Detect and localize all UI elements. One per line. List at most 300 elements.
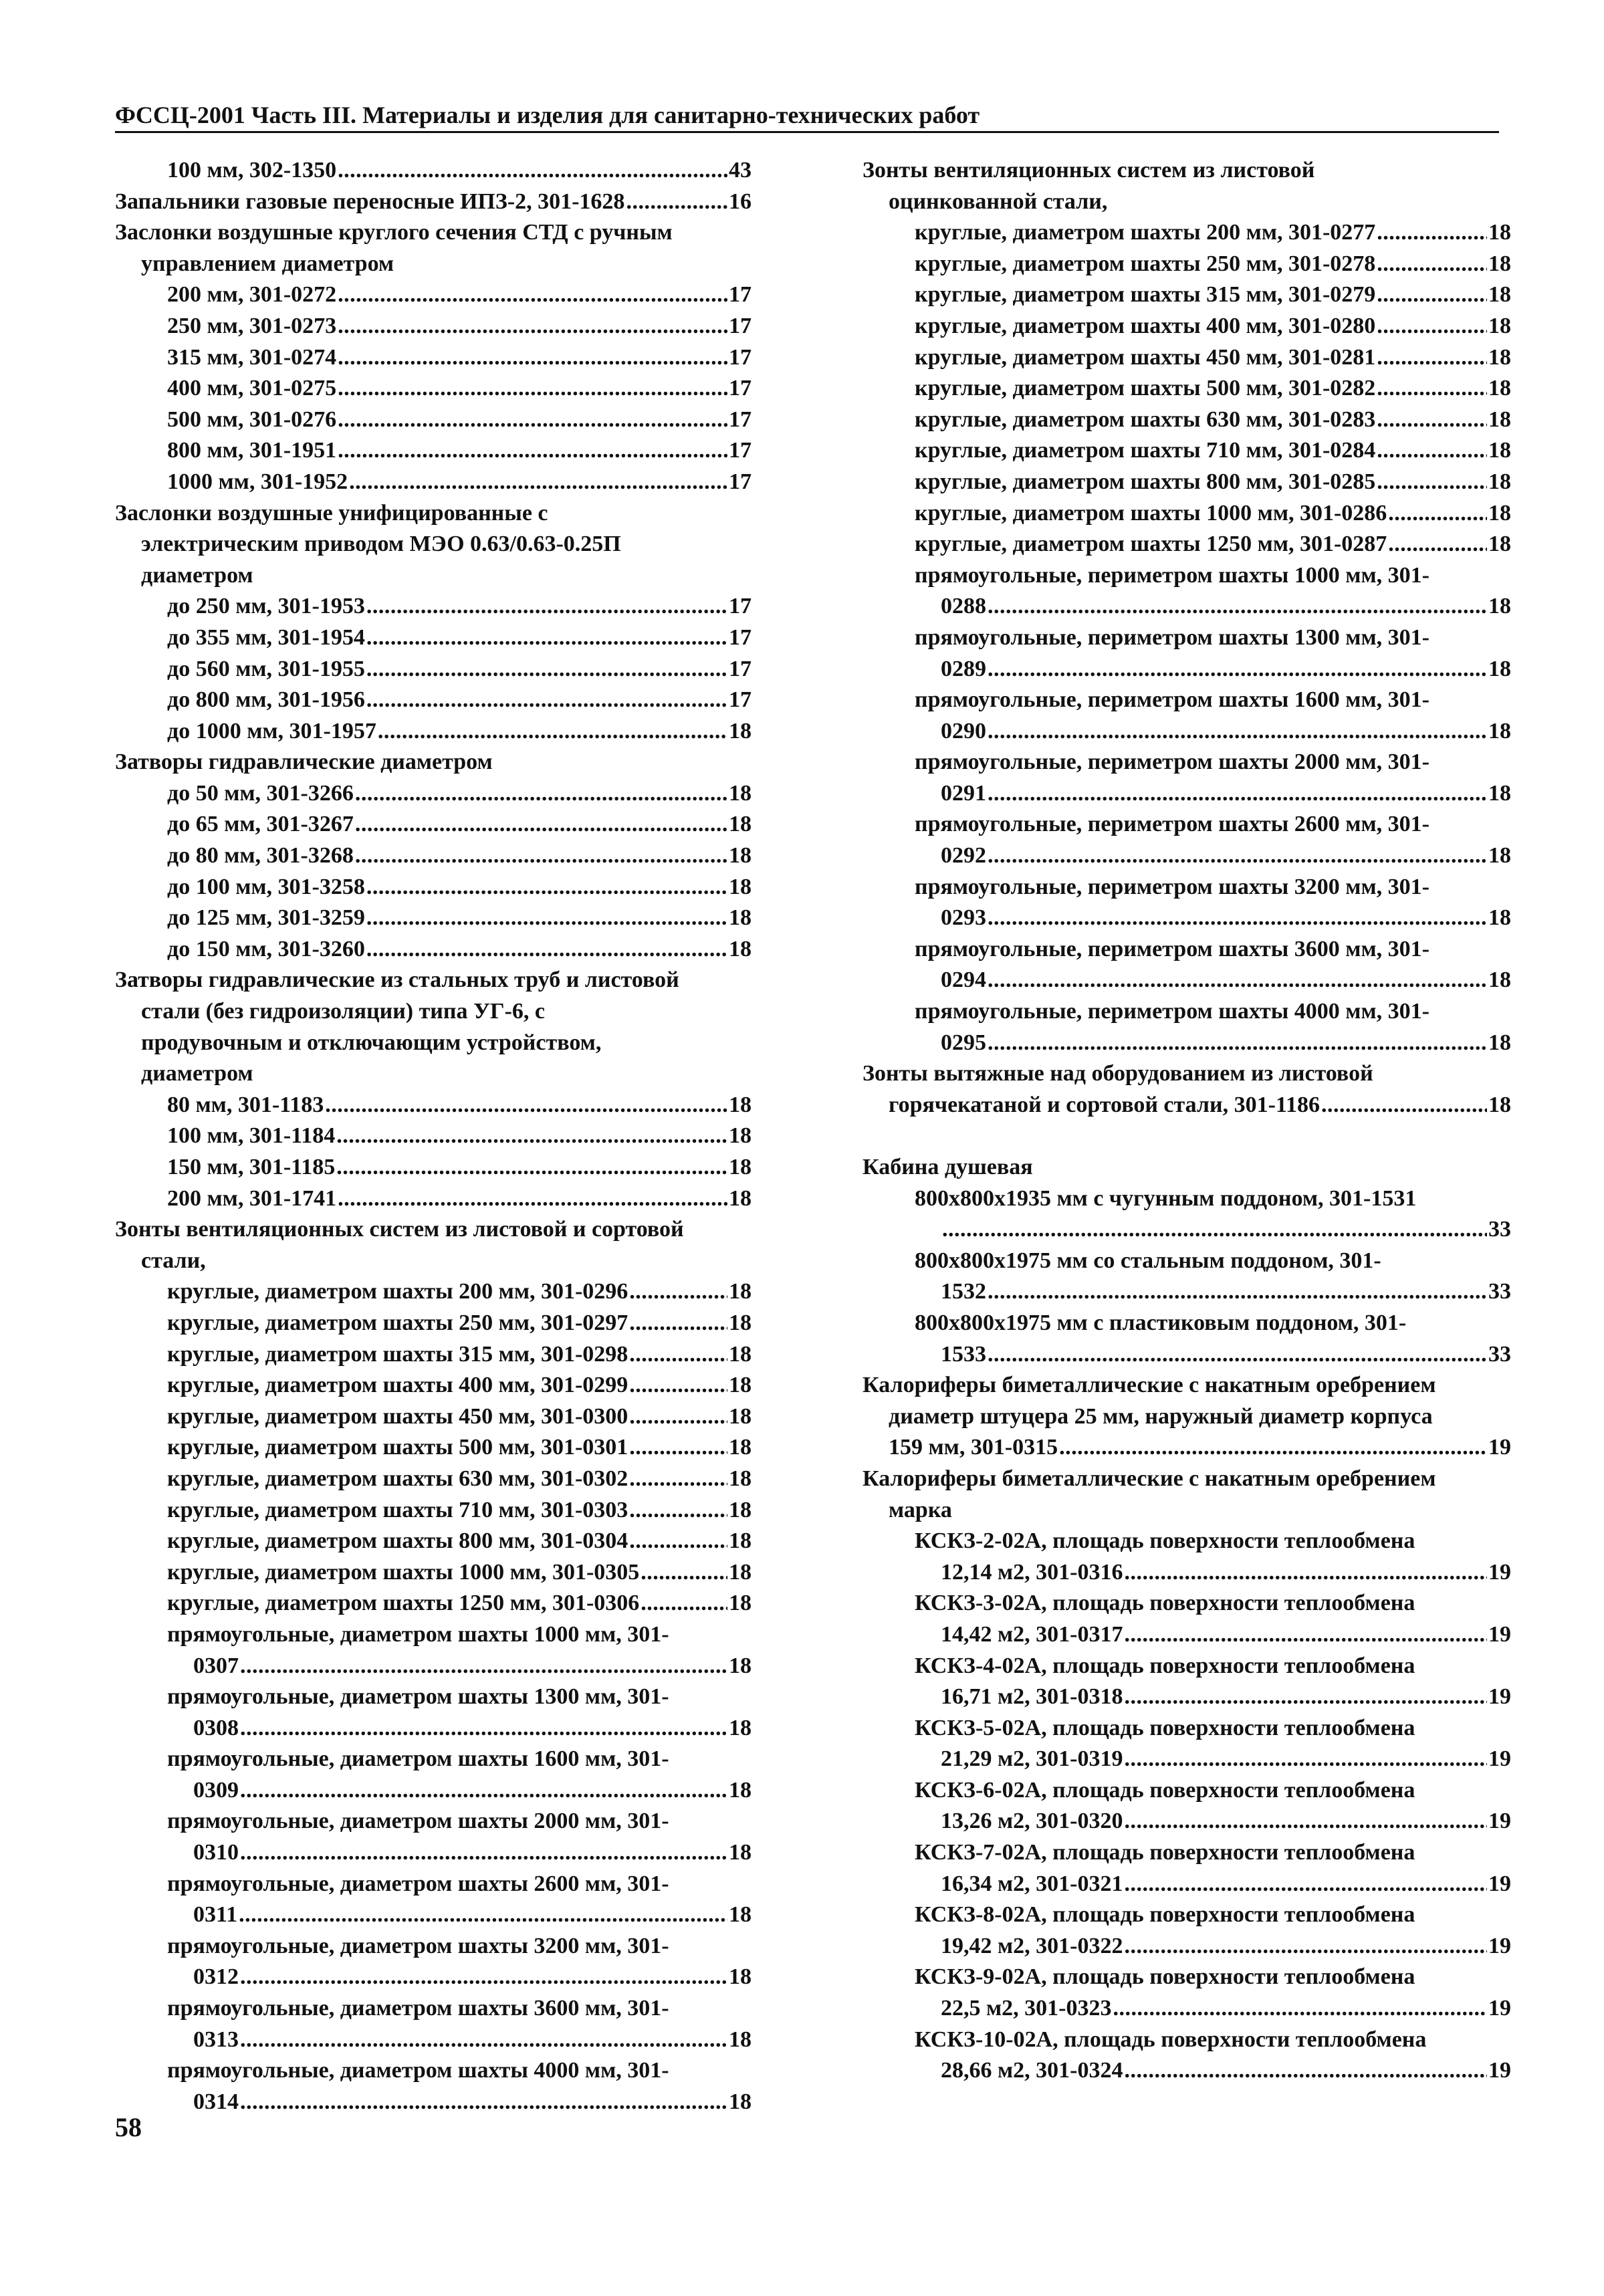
entry-page-number: 17: [729, 656, 752, 681]
index-entry: [863, 1339, 1511, 1371]
index-entry: [863, 1744, 1511, 1775]
index-heading-line: [863, 1308, 1511, 1339]
dot-leader: [378, 716, 727, 748]
entry-text: 0293: [941, 905, 986, 931]
entry-text: 0314: [193, 2089, 239, 2114]
index-heading-line: [863, 560, 1511, 592]
entry-page-number: 18: [729, 1403, 752, 1429]
index-heading-line: [863, 1246, 1511, 1277]
entry-text: КСКЗ-8-02А, площадь поверхности теплообмена: [915, 1902, 1415, 1928]
dot-leader: [1059, 1432, 1487, 1464]
section-spacer: [863, 1121, 1511, 1152]
entry-text: прямоугольные, диаметром шахты 1600 мм, 301-: [167, 1746, 669, 1772]
entry-page-number: 17: [729, 282, 752, 308]
dot-leader: [988, 965, 1487, 996]
entry-text: КСКЗ-6-02А, площадь поверхности теплообмена: [915, 1777, 1415, 1803]
entry-page-number: 17: [729, 594, 752, 619]
entry-page-number: 18: [1488, 282, 1511, 308]
index-entry: [863, 1557, 1511, 1589]
entry-text: 800x800x1935 мм с чугунным поддоном, 301-1531: [915, 1185, 1417, 1211]
dot-leader: [1388, 498, 1487, 530]
index-entry: [115, 405, 752, 436]
entry-page-number: 43: [729, 158, 752, 183]
dot-leader: [349, 467, 727, 498]
index-entry: [863, 498, 1511, 530]
index-heading-line: [115, 1028, 752, 1059]
dot-leader: [325, 1090, 727, 1121]
entry-page-number: 18: [729, 1310, 752, 1335]
dot-leader: [988, 778, 1487, 810]
entry-text: 80 мм, 301-1183: [167, 1092, 324, 1117]
entry-text: до 250 мм, 301-1953: [167, 594, 365, 619]
entry-text: до 800 мм, 301-1956: [167, 687, 365, 713]
entry-text: прямоугольные, периметром шахты 3200 мм, 301-: [915, 874, 1429, 899]
dot-leader: [942, 1214, 1487, 1246]
entry-page-number: 18: [1488, 438, 1511, 463]
entry-page-number: 19: [1488, 2058, 1511, 2083]
index-heading-line: [115, 1214, 752, 1246]
index-entry: [115, 1370, 752, 1401]
dot-leader: [1113, 1993, 1487, 2025]
index-heading-line: [863, 1401, 1511, 1433]
index-heading-line: [115, 1058, 752, 1090]
entry-text: круглые, диаметром шахты 315 мм, 301-0298: [167, 1341, 628, 1367]
index-entry: [863, 591, 1511, 622]
entry-page-number: 18: [1488, 967, 1511, 993]
dot-leader: [366, 591, 727, 622]
entry-text: электрическим приводом МЭО 0.63/0.63-0.25П: [141, 532, 621, 557]
entry-text: 0295: [941, 1030, 986, 1055]
entry-page-number: 18: [729, 1123, 752, 1149]
dot-leader: [1124, 1682, 1487, 1713]
index-entry: [863, 279, 1511, 311]
dot-leader: [366, 903, 727, 934]
index-entry: [115, 2087, 752, 2118]
entry-text: круглые, диаметром шахты 200 мм, 301-0277: [915, 220, 1376, 245]
entry-text: 0294: [941, 967, 986, 993]
entry-page-number: 17: [729, 376, 752, 401]
index-heading-line: [863, 872, 1511, 903]
entry-text: круглые, диаметром шахты 250 мм, 301-0297: [167, 1310, 628, 1335]
index-entry: [115, 591, 752, 622]
dot-leader: [1377, 467, 1487, 498]
entry-text: круглые, диаметром шахты 400 мм, 301-0280: [915, 313, 1376, 338]
dot-leader: [338, 311, 727, 342]
dot-leader: [240, 2087, 727, 2118]
entry-text: круглые, диаметром шахты 1250 мм, 301-0287: [915, 532, 1387, 557]
entry-text: Заслонки воздушные круглого сечения СТД с ручным: [115, 220, 673, 245]
dot-leader: [629, 1432, 727, 1464]
entry-page-number: 18: [729, 718, 752, 743]
index-entry: [863, 217, 1511, 249]
dot-leader: [338, 279, 727, 311]
index-entry: [863, 903, 1511, 934]
entry-page-number: 18: [1488, 407, 1511, 432]
entry-page-number: 18: [1488, 251, 1511, 276]
index-entry: [115, 155, 752, 187]
dot-leader: [629, 1370, 727, 1401]
entry-page-number: 18: [1488, 344, 1511, 370]
index-entry: [863, 1214, 1511, 1246]
index-entry: [115, 872, 752, 903]
entry-text: круглые, диаметром шахты 630 мм, 301-0283: [915, 407, 1376, 432]
index-heading-line: [863, 187, 1511, 218]
entry-page-number: 19: [1488, 1684, 1511, 1710]
entry-page-number: 18: [729, 2089, 752, 2114]
index-entry: [863, 249, 1511, 280]
entry-text: 13,26 м2, 301-0320: [941, 1809, 1123, 1834]
entry-text: 200 мм, 301-0272: [167, 282, 337, 308]
entry-page-number: 18: [729, 1653, 752, 1678]
entry-text: стали (без гидроизоляции) типа УГ-6, с: [141, 999, 545, 1024]
index-heading-line: [863, 1713, 1511, 1744]
entry-text: 100 мм, 302-1350: [167, 158, 337, 183]
entry-text: 1532: [941, 1279, 986, 1304]
entry-text: 0313: [193, 2027, 239, 2052]
index-entry: [115, 778, 752, 810]
index-entry: [115, 373, 752, 405]
entry-text: 0307: [193, 1653, 239, 1678]
dot-leader: [988, 591, 1487, 622]
entry-page-number: 16: [729, 189, 752, 214]
entry-text: круглые, диаметром шахты 800 мм, 301-0304: [167, 1528, 628, 1554]
index-heading-line: [863, 1464, 1511, 1495]
entry-text: круглые, диаметром шахты 710 мм, 301-0284: [915, 438, 1376, 463]
entry-page-number: 18: [1488, 376, 1511, 401]
entry-text: 1533: [941, 1341, 986, 1367]
index-entry: [115, 1557, 752, 1589]
entry-text: до 150 мм, 301-3260: [167, 936, 365, 961]
entry-text: круглые, диаметром шахты 1250 мм, 301-0306: [167, 1591, 640, 1616]
entry-page-number: 18: [1488, 532, 1511, 557]
index-heading-line: [863, 809, 1511, 840]
index-entry: [115, 279, 752, 311]
entry-text: 0310: [193, 1840, 239, 1865]
entry-text: прямоугольные, диаметром шахты 3600 мм, 301-: [167, 1996, 669, 2021]
entry-text: круглые, диаметром шахты 500 мм, 301-0301: [167, 1435, 628, 1460]
index-heading-line: [863, 747, 1511, 778]
dot-leader: [988, 1276, 1487, 1308]
index-entry: [115, 1464, 752, 1495]
index-entry: [863, 1682, 1511, 1713]
index-entry: [115, 2025, 752, 2056]
index-heading-line: [863, 1900, 1511, 1931]
dot-leader: [988, 716, 1487, 748]
entry-page-number: 18: [1488, 1030, 1511, 1055]
index-heading-line: [863, 1495, 1511, 1526]
entry-text: прямоугольные, периметром шахты 1600 мм, 301-: [915, 687, 1429, 713]
entry-page-number: 18: [729, 1092, 752, 1117]
entry-page-number: 19: [1488, 1746, 1511, 1772]
dot-leader: [338, 405, 727, 436]
index-column-left: [115, 155, 752, 2117]
dot-leader: [641, 1588, 727, 1619]
entry-page-number: 17: [729, 313, 752, 338]
entry-text: прямоугольные, периметром шахты 2000 мм, 301-: [915, 750, 1429, 775]
entry-text: до 100 мм, 301-3258: [167, 874, 365, 899]
dot-leader: [1377, 405, 1487, 436]
entry-text: диаметром: [141, 1061, 253, 1086]
entry-page-number: 18: [1488, 718, 1511, 743]
entry-text: круглые, диаметром шахты 250 мм, 301-0278: [915, 251, 1376, 276]
index-entry: [115, 1183, 752, 1215]
index-entry: [863, 1432, 1511, 1464]
entry-text: 16,34 м2, 301-0321: [941, 1871, 1123, 1896]
entry-text: прямоугольные, периметром шахты 2600 мм, 301-: [915, 812, 1429, 837]
index-heading-line: [863, 685, 1511, 716]
entry-page-number: 18: [729, 1279, 752, 1304]
entry-text: прямоугольные, периметром шахты 3600 мм, 301-: [915, 936, 1429, 961]
index-entry: [115, 716, 752, 748]
index-heading-line: [115, 217, 752, 249]
index-entry: [115, 622, 752, 654]
entry-text: Зонты вентиляционных систем из листовой и сортовой: [115, 1217, 684, 1242]
index-heading-line: [115, 1246, 752, 1277]
index-entry: [863, 342, 1511, 374]
entry-text: прямоугольные, периметром шахты 1300 мм, 301-: [915, 624, 1429, 650]
index-entry: [115, 1900, 752, 1931]
dot-leader: [629, 1526, 727, 1557]
entry-text: круглые, диаметром шахты 400 мм, 301-0299: [167, 1373, 628, 1398]
dot-leader: [1377, 217, 1487, 249]
index-heading-line: [863, 1370, 1511, 1401]
entry-text: 0289: [941, 656, 986, 681]
entry-text: прямоугольные, диаметром шахты 1300 мм, 301-: [167, 1684, 669, 1710]
entry-text: круглые, диаметром шахты 710 мм, 301-0303: [167, 1497, 628, 1522]
dot-leader: [355, 840, 727, 872]
index-entry: [115, 1090, 752, 1121]
index-entry: [863, 373, 1511, 405]
entry-text: прямоугольные, диаметром шахты 3200 мм, 301-: [167, 1933, 669, 1958]
index-heading-line: [863, 1651, 1511, 1682]
dot-leader: [240, 1713, 727, 1744]
dot-leader: [338, 373, 727, 405]
index-entry: [115, 1775, 752, 1807]
index-entry: [115, 1308, 752, 1339]
entry-text: 500 мм, 301-0276: [167, 407, 337, 432]
dot-leader: [240, 2025, 727, 2056]
entry-page-number: 19: [1488, 1996, 1511, 2021]
dot-leader: [1377, 311, 1487, 342]
dot-leader: [1388, 529, 1487, 560]
entry-page-number: 33: [1488, 1341, 1511, 1367]
dot-leader: [629, 1339, 727, 1371]
entry-page-number: 17: [729, 438, 752, 463]
entry-text: до 125 мм, 301-3259: [167, 905, 365, 931]
entry-text: оцинкованной стали,: [889, 189, 1108, 214]
index-entry: [863, 654, 1511, 685]
entry-page-number: 18: [1488, 780, 1511, 806]
index-entry: [863, 1276, 1511, 1308]
entry-text: круглые, диаметром шахты 800 мм, 301-0285: [915, 469, 1376, 494]
dot-leader: [1377, 373, 1487, 405]
entry-text: прямоугольные, периметром шахты 1000 мм, 301-: [915, 562, 1429, 588]
index-entry: [863, 1806, 1511, 1837]
entry-text: 250 мм, 301-0273: [167, 313, 337, 338]
dot-leader: [338, 435, 727, 467]
dot-leader: [629, 1276, 727, 1308]
index-heading-line: [115, 1682, 752, 1713]
entry-text: 28,66 м2, 301-0324: [941, 2058, 1123, 2083]
entry-text: до 80 мм, 301-3268: [167, 843, 354, 869]
entry-text: Кабина душевая: [863, 1155, 1033, 1179]
dot-leader: [629, 1308, 727, 1339]
entry-text: 12,14 м2, 301-0316: [941, 1559, 1123, 1585]
entry-page-number: 18: [729, 905, 752, 931]
index-heading-line: [115, 996, 752, 1028]
index-entry: [115, 654, 752, 685]
entry-text: прямоугольные, диаметром шахты 4000 мм, 301-: [167, 2058, 669, 2083]
entry-text: Зонты вытяжные над оборудованием из листовой: [863, 1061, 1373, 1086]
dot-leader: [988, 654, 1487, 685]
dot-leader: [988, 1028, 1487, 1059]
entry-text: Затворы гидравлические диаметром: [115, 750, 493, 775]
entry-text: управлением диаметром: [141, 251, 394, 276]
entry-text: до 1000 мм, 301-1957: [167, 718, 376, 743]
index-heading-line: [863, 1058, 1511, 1090]
index-heading-line: [863, 934, 1511, 965]
entry-text: круглые, диаметром шахты 630 мм, 301-0302: [167, 1466, 628, 1491]
dot-leader: [1124, 1744, 1487, 1775]
entry-text: круглые, диаметром шахты 450 мм, 301-0300: [167, 1403, 628, 1429]
index-entry: [115, 1588, 752, 1619]
entry-text: 0308: [193, 1715, 239, 1740]
entry-page-number: 18: [1488, 594, 1511, 619]
entry-text: 19,42 м2, 301-0322: [941, 1933, 1123, 1958]
entry-page-number: 18: [729, 1777, 752, 1803]
page-number: 58: [115, 2112, 142, 2142]
entry-text: 100 мм, 301-1184: [167, 1123, 336, 1149]
index-heading-line: [115, 2055, 752, 2087]
entry-text: прямоугольные, диаметром шахты 1000 мм, 301-: [167, 1621, 669, 1647]
index-heading-line: [115, 965, 752, 996]
entry-page-number: 18: [729, 1528, 752, 1554]
entry-text: 0290: [941, 718, 986, 743]
entry-text: горячекатаной и сортовой стали, 301-1186: [889, 1092, 1321, 1117]
dot-leader: [366, 622, 727, 654]
entry-text: 0292: [941, 843, 986, 869]
index-entry: [115, 342, 752, 374]
entry-text: КСКЗ-3-02А, площадь поверхности теплообмена: [915, 1591, 1415, 1616]
entry-page-number: 18: [729, 1840, 752, 1865]
index-entry: [863, 1993, 1511, 2025]
index-heading-line: [115, 1806, 752, 1837]
entry-text: КСКЗ-2-02А, площадь поверхности теплообмена: [915, 1528, 1415, 1554]
dot-leader: [366, 872, 727, 903]
dot-leader: [366, 685, 727, 716]
entry-text: 0309: [193, 1777, 239, 1803]
entry-text: Калориферы биметаллические с накатным оребрением: [863, 1466, 1436, 1491]
index-entry: [863, 1090, 1511, 1121]
dot-leader: [1124, 1619, 1487, 1651]
index-entry: [115, 685, 752, 716]
index-entry: [115, 187, 752, 218]
index-entry: [115, 435, 752, 467]
index-heading-line: [115, 249, 752, 280]
index-entry: [115, 1495, 752, 1526]
entry-page-number: 18: [729, 843, 752, 869]
entry-text: 800x800x1975 мм с пластиковым поддоном, 301-: [915, 1310, 1407, 1335]
running-header: ФССЦ-2001 Часть III. Материалы и изделия для санитарно-технических работ: [115, 100, 1499, 133]
dot-leader: [355, 778, 727, 810]
entry-page-number: 18: [729, 936, 752, 961]
index-heading-line: [863, 2025, 1511, 2056]
entry-text: круглые, диаметром шахты 450 мм, 301-0281: [915, 344, 1376, 370]
entry-page-number: 18: [1488, 500, 1511, 526]
index-heading-line: [115, 1744, 752, 1775]
entry-page-number: 18: [1488, 220, 1511, 245]
dot-leader: [366, 654, 727, 685]
entry-text: марка: [889, 1497, 952, 1522]
entry-page-number: 18: [729, 1591, 752, 1616]
index-heading-line: [863, 1183, 1511, 1215]
entry-page-number: 19: [1488, 1621, 1511, 1647]
index-heading-line: [115, 1619, 752, 1651]
entry-page-number: 18: [729, 1155, 752, 1179]
index-entry: [863, 1619, 1511, 1651]
entry-text: 0288: [941, 594, 986, 619]
entry-text: диаметром: [141, 562, 253, 588]
index-entry: [863, 467, 1511, 498]
dot-leader: [355, 809, 727, 840]
entry-text: 0312: [193, 1964, 239, 1990]
index-entry: [115, 1962, 752, 1993]
dot-leader: [338, 1183, 727, 1215]
index-entry: [115, 903, 752, 934]
index-entry: [863, 311, 1511, 342]
entry-text: КСКЗ-10-02А, площадь поверхности теплообмена: [915, 2027, 1427, 2052]
dot-leader: [626, 187, 727, 218]
entry-text: 800x800x1975 мм со стальным поддоном, 301-: [915, 1248, 1381, 1273]
entry-page-number: 17: [729, 344, 752, 370]
dot-leader: [1377, 249, 1487, 280]
entry-text: 159 мм, 301-0315: [889, 1435, 1058, 1460]
entry-page-number: 18: [729, 2027, 752, 2052]
dot-leader: [336, 1152, 727, 1183]
entry-text: до 560 мм, 301-1955: [167, 656, 365, 681]
dot-leader: [366, 934, 727, 965]
entry-page-number: 18: [729, 874, 752, 899]
entry-text: круглые, диаметром шахты 200 мм, 301-0296: [167, 1279, 628, 1304]
entry-text: КСКЗ-7-02А, площадь поверхности теплообмена: [915, 1840, 1415, 1865]
index-heading-line: [863, 1962, 1511, 1993]
index-heading-line: [115, 747, 752, 778]
entry-text: прямоугольные, диаметром шахты 2000 мм, 301-: [167, 1809, 669, 1834]
dot-leader: [1377, 435, 1487, 467]
entry-page-number: 18: [729, 1715, 752, 1740]
dot-leader: [988, 903, 1487, 934]
entry-text: круглые, диаметром шахты 1000 мм, 301-0286: [915, 500, 1387, 526]
index-entry: [115, 840, 752, 872]
index-entry: [115, 809, 752, 840]
dot-leader: [240, 1837, 727, 1869]
index-heading-line: [863, 1588, 1511, 1619]
entry-text: 16,71 м2, 301-0318: [941, 1684, 1123, 1710]
index-entry: [115, 1121, 752, 1152]
entry-text: прямоугольные, периметром шахты 4000 мм, 301-: [915, 999, 1429, 1024]
entry-page-number: 18: [729, 812, 752, 837]
index-entry: [115, 934, 752, 965]
index-entry: [115, 1152, 752, 1183]
entry-text: до 50 мм, 301-3266: [167, 780, 354, 806]
entry-page-number: 18: [729, 1559, 752, 1585]
index-entry: [115, 311, 752, 342]
index-entry: [863, 1028, 1511, 1059]
entry-text: 21,29 м2, 301-0319: [941, 1746, 1123, 1772]
entry-text: Затворы гидравлические из стальных труб и листовой: [115, 967, 679, 993]
dot-leader: [1124, 1869, 1487, 1900]
dot-leader: [1124, 2055, 1487, 2087]
